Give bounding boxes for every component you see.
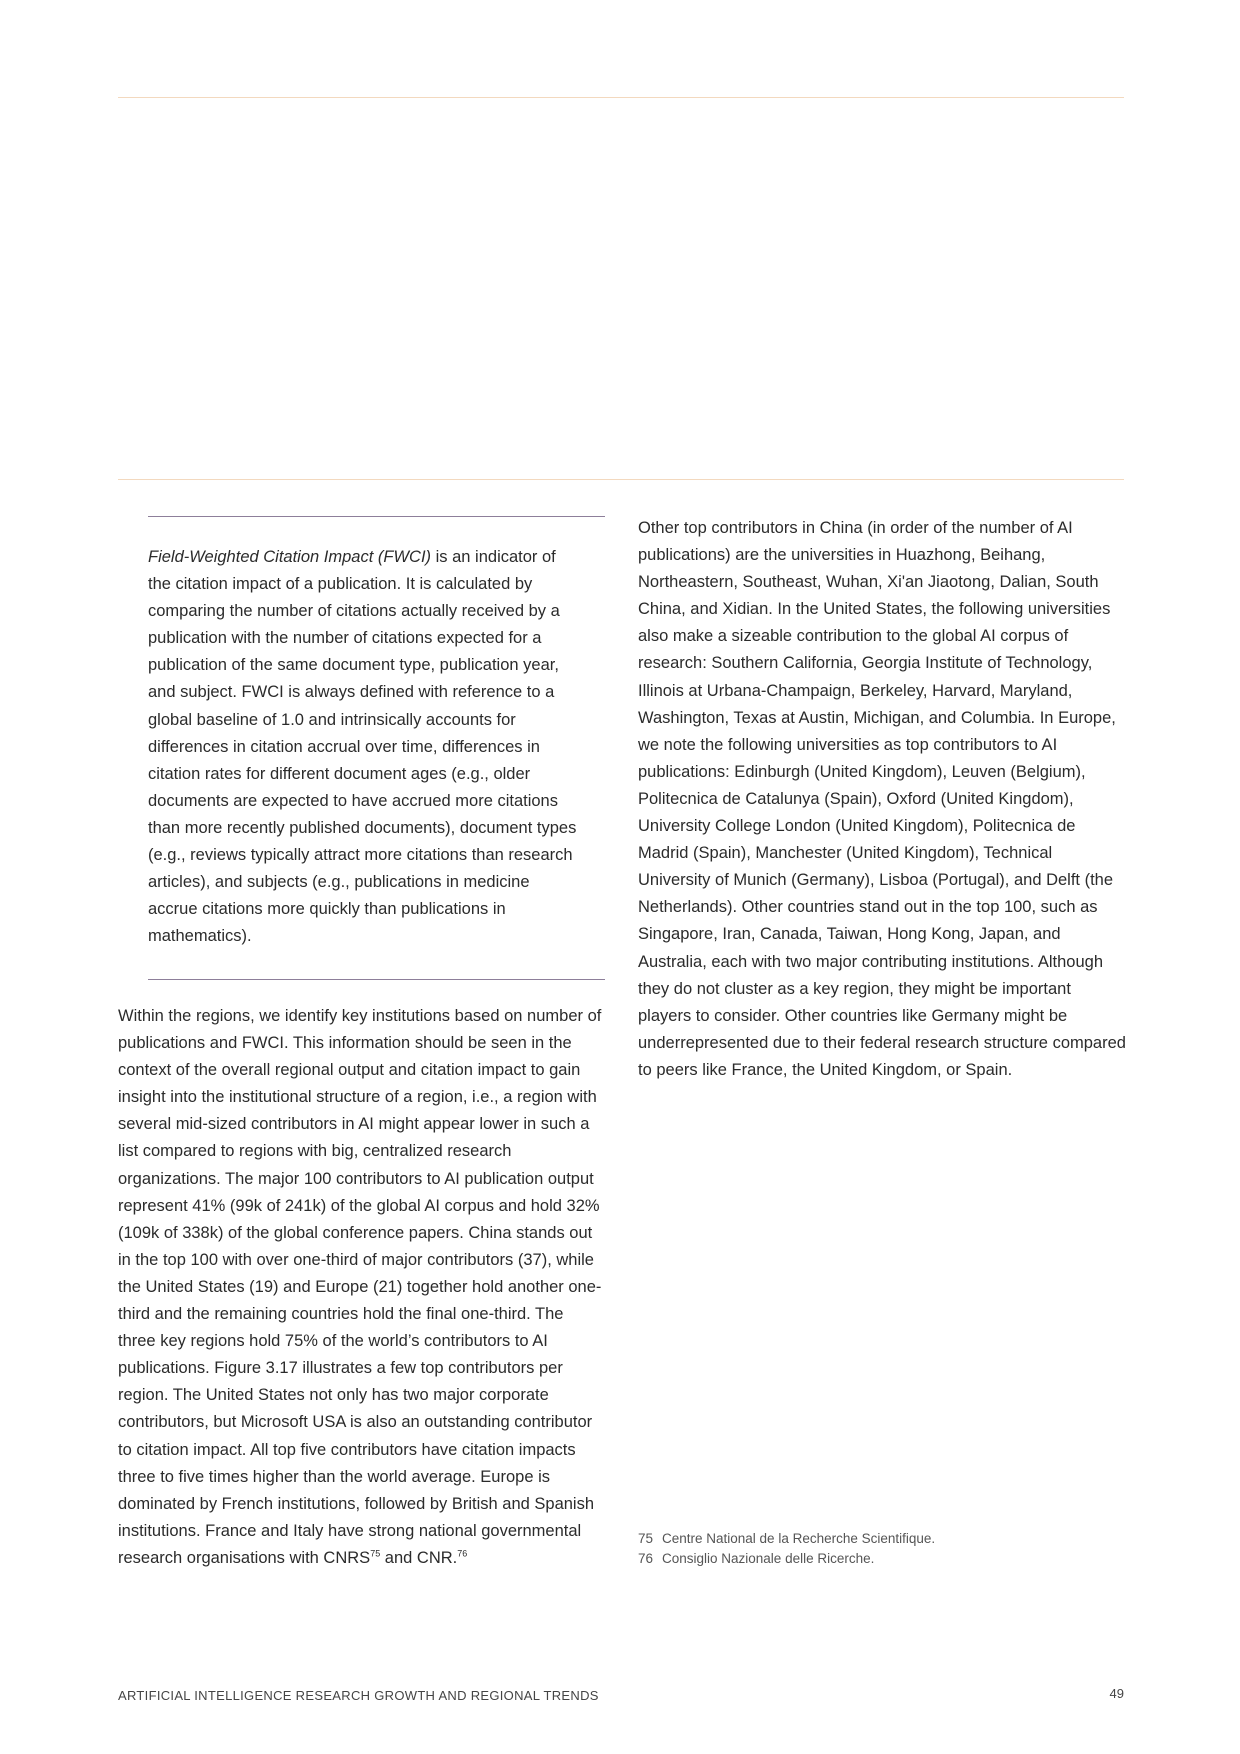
section-divider [118,479,1124,480]
top-contributors-paragraph: Other top contributors in China (in order of the number of AI publications) are the universities in Huazhong, Beihang, Northeastern, Southeast, Wuhan, Xi'an Jiaotong, Dalian, South China, and Xidian. In the United States, the following universities also make a sizeable contribution to the global AI corpus of research: Southern California, Georgia Institute of Technology, Illinois at Urbana-Champaign, Berkeley, Harvard, Maryland, Washington, Texas at Austin, Michigan, and Columbia. In Europe, we note the following universities as top contributors to AI publications: Edinburgh (United Kingdom), Leuven (Belgium), Politecnica de Catalunya (Spain), Oxford (United Kingdom), University College London (United Kingdom), Politecnica de Madrid (Spain), Manchester (United Kingdom), Technical University of Munich (Germany), Lisboa (Portugal), and Delft (the Netherlands). Other countries stand out in the top 100, such as Singapore, Iran, Canada, Taiwan, Hong Kong, Japan, and Australia, each with two major contributing institutions. Although they do not cluster as a key region, they might be important players to consider. Other countries like Germany might be underrepresented due to their federal research structure compared to peers like France, the United Kingdom, or Spain. [638,519,1126,1079]
left-column-body [118,1003,605,1572]
footnote-item [638,1529,1124,1549]
definition-box-bottom-rule [148,979,605,980]
institutions-text: Within the regions, we identify key institutions based on number of publications and FWCI. This information should be seen in the context of the overall regional output and citation impact to gain insight into the institutional structure of a region, i.e., a region with several mid-sized contributors in AI might appear lower in such a list compared to regions with big, centralized research organizations. The major 100 contributors to AI publication output represent 41% (99k of 241k) of the global AI corpus and hold 32% (109k of 338k) of the global conference papers. China stands out in the top 100 with over one-third of major contributors (37), while the United States (19) and Europe (21) together hold another one-third and the remaining countries hold the final one-third. The three key regions hold 75% of the world’s contributors to AI publications. Figure 3.17 illustrates a few top contributors per region. The United States not only has two major corporate contributors, but Microsoft USA is also an outstanding contributor to citation impact. All top five contributors have citation impacts three to five times higher than the world average. Europe is dominated by French institutions, followed by British and Spanish institutions. France and Italy have strong national governmental research organisations with CNRS [118,1007,602,1567]
footnote-ref-75[interactable]: 75 [370,1548,381,1559]
definition-text: is an indicator of the citation impact of a publication. It is calculated by comparing the number of citations actually received by a publication with the number of citations expected for a publication of the same document type, publication year, and subject. FWCI is always defined with reference to a global baseline of 1.0 and intrinsically accounts for differences in citation accrual over time, differences in citation rates for different document ages (e.g., older documents are expected to have accrued more citations than more recently published documents), document types (e.g., reviews typically attract more citations than research articles), and subjects (e.g., publications in medicine accrue citations more quickly than publications in mathematics). [148,548,577,946]
definition-paragraph [148,544,578,950]
footnote-text: Centre National de la Recherche Scientifique. [662,1531,936,1546]
footnote-text: Consiglio Nazionale delle Ricerche. [662,1551,875,1566]
footnote-number: 76 [638,1551,654,1566]
institutions-paragraph [118,1003,605,1572]
footnote-item [638,1549,1124,1569]
running-footer-title: ARTIFICIAL INTELLIGENCE RESEARCH GROWTH AND REGIONAL TRENDS [118,1688,599,1703]
footnote-ref-76[interactable]: 76 [457,1548,468,1559]
top-divider [118,97,1124,98]
footnotes [638,1529,1124,1569]
definition-box-top-rule [148,516,605,517]
footnote-number: 75 [638,1531,654,1546]
right-column-body [638,515,1128,1084]
institutions-text-end: and CNR. [380,1548,458,1567]
fwci-definition-box [148,544,578,950]
page-number: 49 [1109,1686,1124,1701]
definition-term: Field-Weighted Citation Impact (FWCI) [148,548,432,566]
